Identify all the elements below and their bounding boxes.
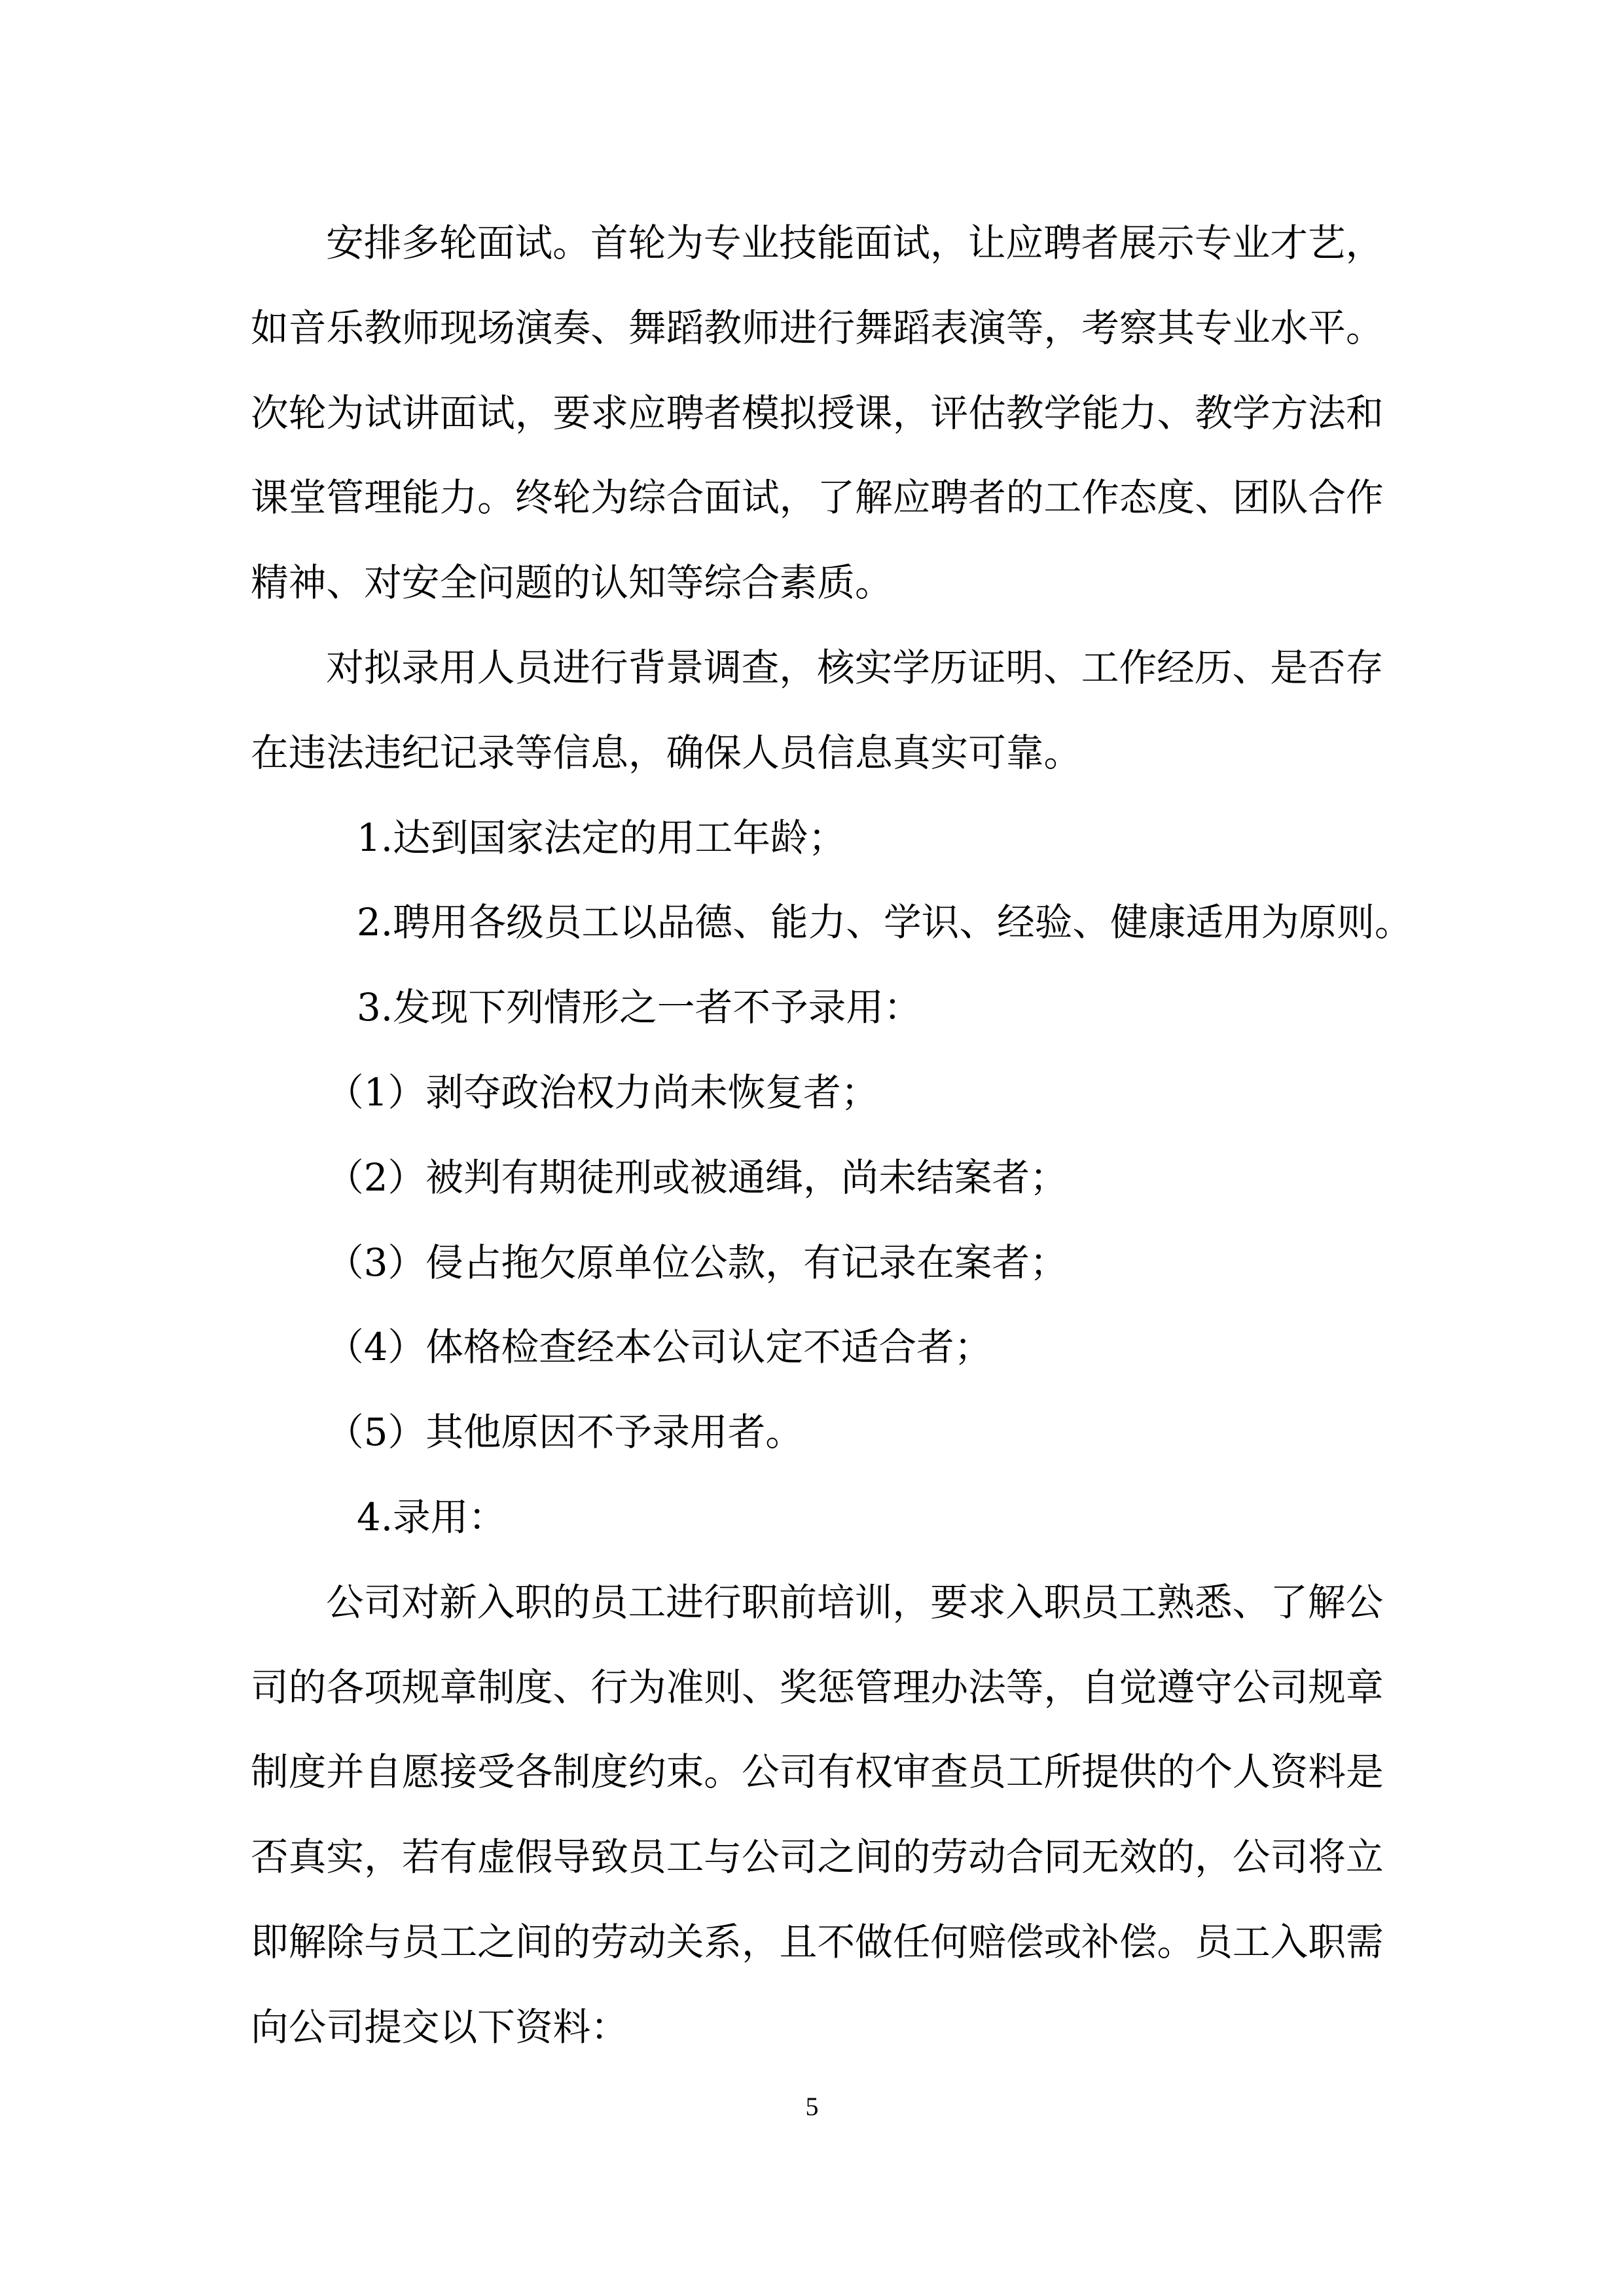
text-line: 次轮为试讲面试，要求应聘者模拟授课，评估教学能力、教学方法和 bbox=[251, 390, 1384, 435]
text-line: 3.发现下列情形之一者不予录用： bbox=[357, 985, 922, 1030]
text-line: 司的各项规章制度、行为准则、奖惩管理办法等，自觉遵守公司规章 bbox=[251, 1664, 1384, 1710]
text-line: （2）被判有期徒刑或被通缉，尚未结案者； bbox=[326, 1155, 1068, 1200]
text-line: 2.聘用各级员工以品德、能力、学识、经验、健康适用为原则。 bbox=[357, 900, 1413, 945]
text-line: 向公司提交以下资料： bbox=[251, 2004, 628, 2049]
text-line: 即解除与员工之间的劳动关系，且不做任何赔偿或补偿。员工入职需 bbox=[251, 1920, 1384, 1964]
text-line: （3）侵占拖欠原单位公款，有记录在案者； bbox=[326, 1240, 1068, 1285]
text-line: 如音乐教师现场演奏、舞蹈教师进行舞蹈表演等，考察其专业水平。 bbox=[251, 305, 1384, 350]
text-line: （4）体格检查经本公司认定不适合者； bbox=[326, 1325, 992, 1370]
text-line: 在违法违纪记录等信息，确保人员信息真实可靠。 bbox=[251, 730, 1082, 775]
text-line: 对拟录用人员进行背景调查，核实学历证明、工作经历、是否存 bbox=[326, 645, 1384, 690]
text-line: 课堂管理能力。终轮为综合面试，了解应聘者的工作态度、团队合作 bbox=[251, 475, 1384, 520]
page-number: 5 bbox=[805, 2092, 819, 2121]
text-line: 1.达到国家法定的用工年龄； bbox=[357, 815, 846, 860]
text-line: 制度并自愿接受各制度约束。公司有权审查员工所提供的个人资料是 bbox=[251, 1749, 1384, 1795]
text-line: （5）其他原因不予录用者。 bbox=[326, 1410, 803, 1455]
text-line: （1）剥夺政治权力尚未恢复者； bbox=[326, 1070, 879, 1115]
text-line: 4.录用： bbox=[357, 1495, 507, 1539]
text-line: 精神、对安全问题的认知等综合素质。 bbox=[251, 560, 893, 605]
text-line: 安排多轮面试。首轮为专业技能面试，让应聘者展示专业才艺， bbox=[326, 221, 1384, 265]
text-line: 否真实，若有虚假导致员工与公司之间的劳动合同无效的，公司将立 bbox=[251, 1835, 1384, 1880]
text-line: 公司对新入职的员工进行职前培训，要求入职员工熟悉、了解公 bbox=[326, 1579, 1384, 1624]
